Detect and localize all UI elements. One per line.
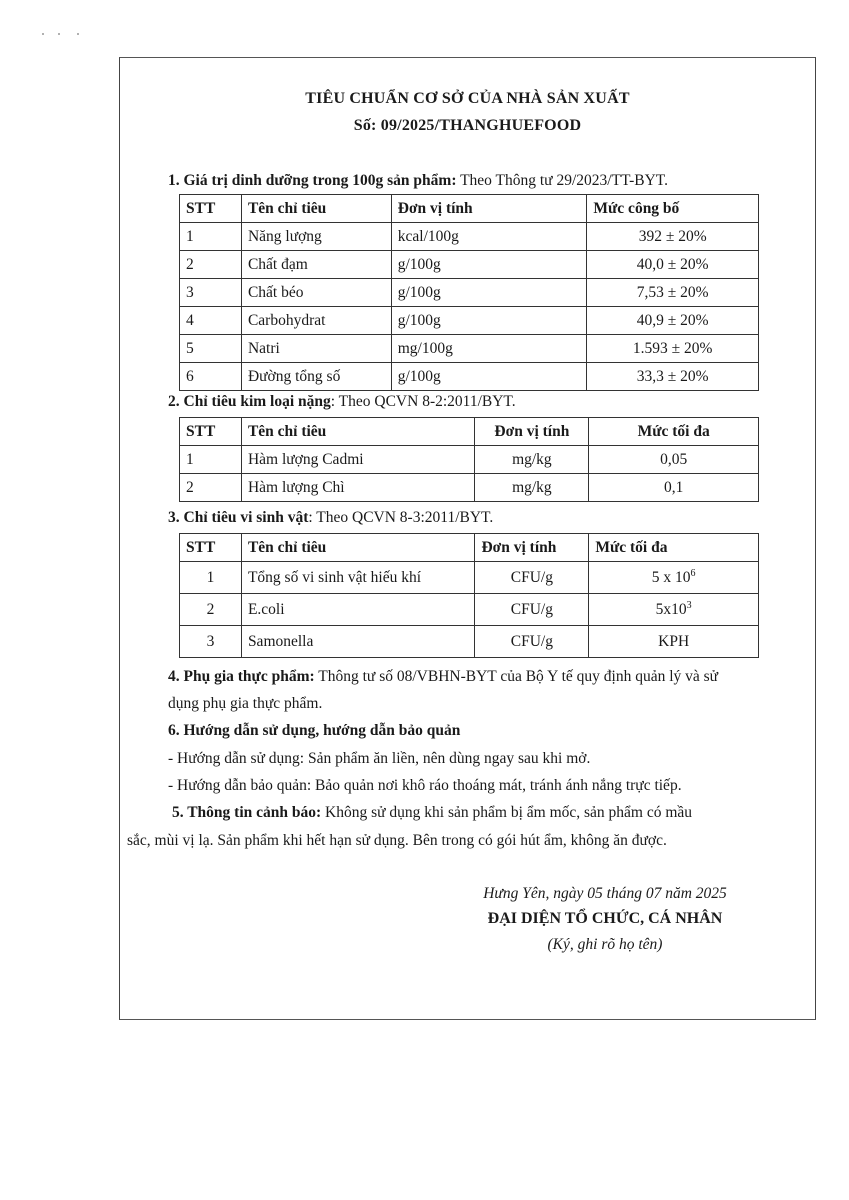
signatory-role: ĐẠI DIỆN TỔ CHỨC, CÁ NHÂN [487, 910, 723, 927]
scan-speck [58, 33, 60, 35]
cell-name: E.coli [241, 594, 475, 626]
cell-unit: CFU/g [475, 594, 589, 626]
cell-stt: 3 [180, 279, 242, 307]
cell-name: Carbohydrat [241, 307, 391, 335]
cell-name: Hàm lượng Chì [241, 474, 475, 502]
cell-stt: 1 [180, 223, 242, 251]
signature-instruction: (Ký, ghi rõ họ tên) [547, 936, 663, 953]
scan-speck [77, 33, 79, 35]
cell-name: Hàm lượng Cadmi [241, 446, 475, 474]
cell-stt: 2 [180, 474, 242, 502]
cell-unit: g/100g [391, 363, 587, 391]
table-row [180, 626, 759, 658]
col-header: Tên chỉ tiêu [241, 534, 475, 562]
scan-speck [42, 33, 44, 35]
section5-title: 5. Thông tin cảnh báo: [172, 804, 322, 821]
col-header: STT [180, 418, 242, 446]
table-header-row [180, 534, 759, 562]
cell-name: Natri [241, 335, 391, 363]
section2-title: 2. Chỉ tiêu kim loại nặng [168, 393, 331, 410]
section5-text: Không sử dụng khi sản phẩm bị ẩm mốc, sản phẩm có mầu [321, 804, 693, 821]
section1-note: Theo Thông tư 29/2023/TT-BYT. [456, 172, 668, 189]
col-header: Tên chỉ tiêu [241, 418, 475, 446]
nutrition-table [179, 194, 759, 391]
cell-name: Chất béo [241, 279, 391, 307]
table-row [180, 474, 759, 502]
heavy-metal-table [179, 417, 759, 502]
cell-stt: 2 [180, 251, 242, 279]
cell-unit: kcal/100g [391, 223, 587, 251]
section6-title: 6. Hướng dẫn sử dụng, hướng dẫn bảo quản [168, 722, 461, 739]
storage-instruction: - Hướng dẫn bảo quản: Bảo quản nơi khô ráo thoáng mát, tránh ánh nắng trực tiếp. [168, 777, 682, 794]
table-row [180, 562, 759, 594]
cell-value [589, 594, 759, 626]
value-base: KPH [658, 633, 690, 651]
cell-stt: 6 [180, 363, 242, 391]
value-exponent: 3 [686, 599, 692, 611]
section3-heading [168, 509, 493, 527]
col-header: Đơn vị tính [475, 534, 589, 562]
value-base: 5x10 [655, 601, 687, 619]
cell-value: 40,9 ± 20% [587, 307, 759, 335]
table-row [180, 594, 759, 626]
cell-unit: mg/kg [475, 474, 589, 502]
cell-name: Năng lượng [241, 223, 391, 251]
place-date: Hưng Yên, ngày 05 tháng 07 năm 2025 [483, 885, 727, 902]
cell-name: Đường tổng số [241, 363, 391, 391]
table-row [180, 279, 759, 307]
cell-name: Samonella [241, 626, 475, 658]
col-header: Tên chỉ tiêu [241, 195, 391, 223]
cell-value: 33,3 ± 20% [587, 363, 759, 391]
value-base: 5 x 10 [651, 569, 691, 587]
col-header: Mức công bố [587, 195, 759, 223]
col-header: Đơn vị tính [391, 195, 587, 223]
section3-note: : Theo QCVN 8-3:2011/BYT. [308, 509, 494, 526]
cell-unit: mg/100g [391, 335, 587, 363]
table-header-row [180, 195, 759, 223]
cell-value [589, 626, 759, 658]
section4-title: 4. Phụ gia thực phẩm: [168, 668, 315, 685]
cell-value: 0,1 [589, 474, 759, 502]
section1-title: 1. Giá trị dinh dưỡng trong 100g sản phẩm: [168, 172, 457, 189]
section5-line1 [172, 804, 692, 822]
section1-heading [168, 172, 668, 190]
section3-title: 3. Chỉ tiêu vi sinh vật [168, 509, 309, 526]
table-row [180, 335, 759, 363]
cell-unit: g/100g [391, 251, 587, 279]
col-header: Đơn vị tính [475, 418, 589, 446]
col-header: STT [180, 534, 242, 562]
col-header: Mức tối đa [589, 418, 759, 446]
cell-stt: 1 [180, 562, 242, 594]
section4-text: Thông tư số 08/VBHN-BYT của Bộ Y tế quy định quản lý và sử [314, 668, 719, 685]
cell-unit: g/100g [391, 279, 587, 307]
cell-value: 392 ± 20% [587, 223, 759, 251]
section5-line2: sắc, mùi vị lạ. Sản phẩm khi hết hạn sử dụng. Bên trong có gói hút ẩm, không ăn được. [127, 832, 667, 849]
cell-value [589, 562, 759, 594]
cell-stt: 1 [180, 446, 242, 474]
cell-stt: 4 [180, 307, 242, 335]
col-header: Mức tối đa [589, 534, 759, 562]
document-number: Số: 09/2025/THANGHUEFOOD [353, 117, 582, 134]
section2-note: : Theo QCVN 8-2:2011/BYT. [330, 393, 516, 410]
cell-unit: CFU/g [475, 626, 589, 658]
cell-value: 0,05 [589, 446, 759, 474]
section2-heading [168, 393, 516, 411]
table-row [180, 307, 759, 335]
cell-unit: CFU/g [475, 562, 589, 594]
table-row [180, 223, 759, 251]
table-row [180, 363, 759, 391]
section4-line1 [168, 668, 718, 686]
table-row [180, 251, 759, 279]
cell-stt: 5 [180, 335, 242, 363]
cell-stt: 3 [180, 626, 242, 658]
cell-name: Chất đạm [241, 251, 391, 279]
section4-line2: dụng phụ gia thực phẩm. [168, 695, 323, 712]
usage-instruction: - Hướng dẫn sử dụng: Sản phẩm ăn liền, nên dùng ngay sau khi mở. [168, 750, 591, 767]
document-title: TIÊU CHUẨN CƠ SỞ CỦA NHÀ SẢN XUẤT [305, 90, 630, 107]
cell-name: Tổng số vi sinh vật hiếu khí [241, 562, 475, 594]
cell-unit: g/100g [391, 307, 587, 335]
microbiology-table [179, 533, 759, 658]
cell-stt: 2 [180, 594, 242, 626]
cell-value: 40,0 ± 20% [587, 251, 759, 279]
table-row [180, 446, 759, 474]
value-exponent: 6 [690, 567, 696, 579]
cell-unit: mg/kg [475, 446, 589, 474]
table-header-row [180, 418, 759, 446]
cell-value: 1.593 ± 20% [587, 335, 759, 363]
cell-value: 7,53 ± 20% [587, 279, 759, 307]
col-header: STT [180, 195, 242, 223]
